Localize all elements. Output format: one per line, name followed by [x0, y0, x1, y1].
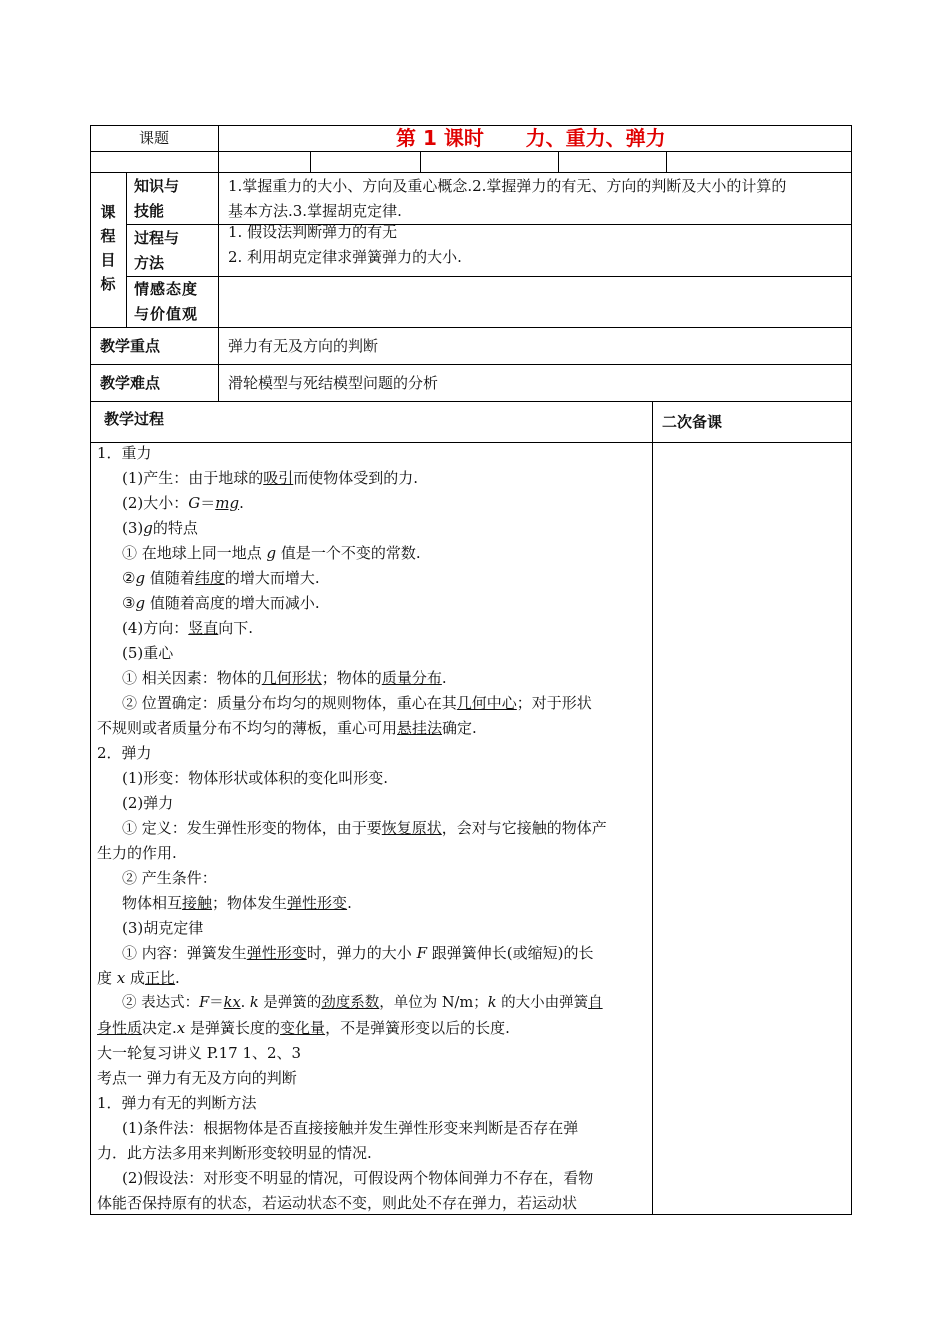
body-line: 生力的作用.	[97, 844, 177, 862]
process-label: 教学过程	[104, 410, 165, 428]
label-line: 过程与	[134, 229, 180, 247]
col-divider	[420, 151, 421, 172]
label-line: 方法	[134, 254, 165, 272]
body-line: (2)弹力	[122, 794, 174, 812]
body-line: (3)胡克定律	[122, 919, 204, 937]
body-line: ③g 值随着高度的增大而减小.	[122, 594, 320, 612]
objective-content-knowledge	[228, 174, 786, 224]
body-line: ① 定义：发生弹性形变的物体，由于要恢复原状，会对与它接触的物体产	[122, 819, 607, 837]
content-line: 基本方法.3.掌握胡克定律.	[228, 202, 402, 220]
col-divider	[652, 401, 653, 1214]
col-divider	[310, 151, 311, 172]
objective-label-process	[134, 226, 179, 276]
side-char: 程	[100, 227, 116, 245]
body-line: (5)重心	[122, 644, 174, 662]
side-char: 课	[100, 203, 116, 221]
body-line: ① 内容：弹簧发生弹性形变时，弹力的大小 F 跟弹簧伸长(或缩短)的长	[122, 944, 594, 962]
difficult-point-value: 滑轮模型与死结模型问题的分析	[228, 374, 439, 392]
body-line: ② 产生条件：	[122, 869, 217, 887]
key-point-label: 教学重点	[100, 337, 161, 355]
body-line: 1．重力	[97, 444, 152, 462]
body-line: (4)方向：竖直向下.	[122, 619, 254, 637]
objective-content-process	[228, 220, 462, 270]
lesson-title: 第 1 课时 力、重力、弹力	[396, 126, 666, 150]
body-line: (1)形变：物体形状或体积的变化叫形变.	[122, 769, 389, 787]
row-divider	[90, 327, 852, 328]
col-divider	[126, 172, 127, 327]
body-line: (2)大小：G＝mg.	[122, 494, 244, 512]
topic-label: 课题	[138, 129, 169, 147]
side-char: 标	[100, 275, 116, 293]
label-line: 知识与	[134, 177, 180, 195]
col-divider	[558, 151, 559, 172]
body-line: 考点一 弹力有无及方向的判断	[97, 1069, 297, 1087]
body-line: ② 位置确定：质量分布均匀的规则物体，重心在其几何中心；对于形状	[122, 694, 592, 712]
col-divider	[218, 125, 219, 172]
body-line: 大一轮复习讲义 P.17 1、2、3	[97, 1044, 302, 1062]
label-line: 与价值观	[134, 305, 199, 323]
row-divider	[90, 401, 852, 402]
body-line: (1)产生：由于地球的吸引而使物体受到的力.	[122, 469, 419, 487]
body-line: 度 x 成正比.	[97, 969, 180, 987]
body-line: 力．此方法多用来判断形变较明显的情况.	[97, 1144, 372, 1162]
body-line: 物体相互接触；物体发生弹性形变.	[122, 894, 352, 912]
key-point-value: 弹力有无及方向的判断	[228, 337, 379, 355]
objective-label-attitude	[134, 277, 198, 327]
row-divider	[90, 172, 852, 173]
body-line: ②g 值随着纬度的增大而增大.	[122, 569, 320, 587]
row-divider	[126, 276, 852, 277]
content-line: 2. 利用胡克定律求弹簧弹力的大小.	[228, 248, 462, 266]
label-line: 情感态度	[134, 280, 199, 298]
body-line: 身性质决定.x 是弹簧长度的变化量，不是弹簧形变以后的长度.	[97, 1019, 510, 1037]
objectives-side-label	[90, 200, 126, 296]
body-line: 2．弹力	[97, 744, 152, 762]
row-divider	[90, 442, 852, 443]
body-line: 不规则或者质量分布不均匀的薄板，重心可用悬挂法确定.	[97, 719, 477, 737]
notes-label: 二次备课	[662, 413, 723, 431]
body-line: (2)假设法：对形变不明显的情况，可假设两个物体间弹力不存在，看物	[122, 1169, 594, 1187]
body-line: ① 在地球上同一地点 g 值是一个不变的常数.	[122, 544, 421, 562]
body-line: (1)条件法：根据物体是否直接接触并发生弹性形变来判断是否存在弹	[122, 1119, 579, 1137]
content-line: 1. 假设法判断弹力的有无	[228, 223, 398, 241]
body-line: 体能否保持原有的状态，若运动状态不变，则此处不存在弹力，若运动状	[97, 1194, 578, 1212]
body-line: ② 表达式：F＝kx. k 是弹簧的劲度系数，单位为 N/m；k 的大小由弹簧自	[122, 995, 603, 1011]
side-char: 目	[100, 251, 116, 269]
body-line: (3)g的特点	[122, 519, 198, 537]
difficult-point-label: 教学难点	[100, 374, 161, 392]
body-line: ① 相关因素：物体的几何形状；物体的质量分布.	[122, 669, 447, 687]
content-line: 1.掌握重力的大小、方向及重心概念.2.掌握弹力的有无、方向的判断及大小的计算的	[228, 177, 787, 195]
col-divider	[666, 151, 667, 172]
objective-label-knowledge	[134, 174, 179, 224]
col-divider	[218, 172, 219, 401]
label-line: 技能	[134, 202, 165, 220]
table-right-border	[851, 125, 852, 1215]
row-divider	[90, 364, 852, 365]
body-line: 1．弹力有无的判断方法	[97, 1094, 257, 1112]
